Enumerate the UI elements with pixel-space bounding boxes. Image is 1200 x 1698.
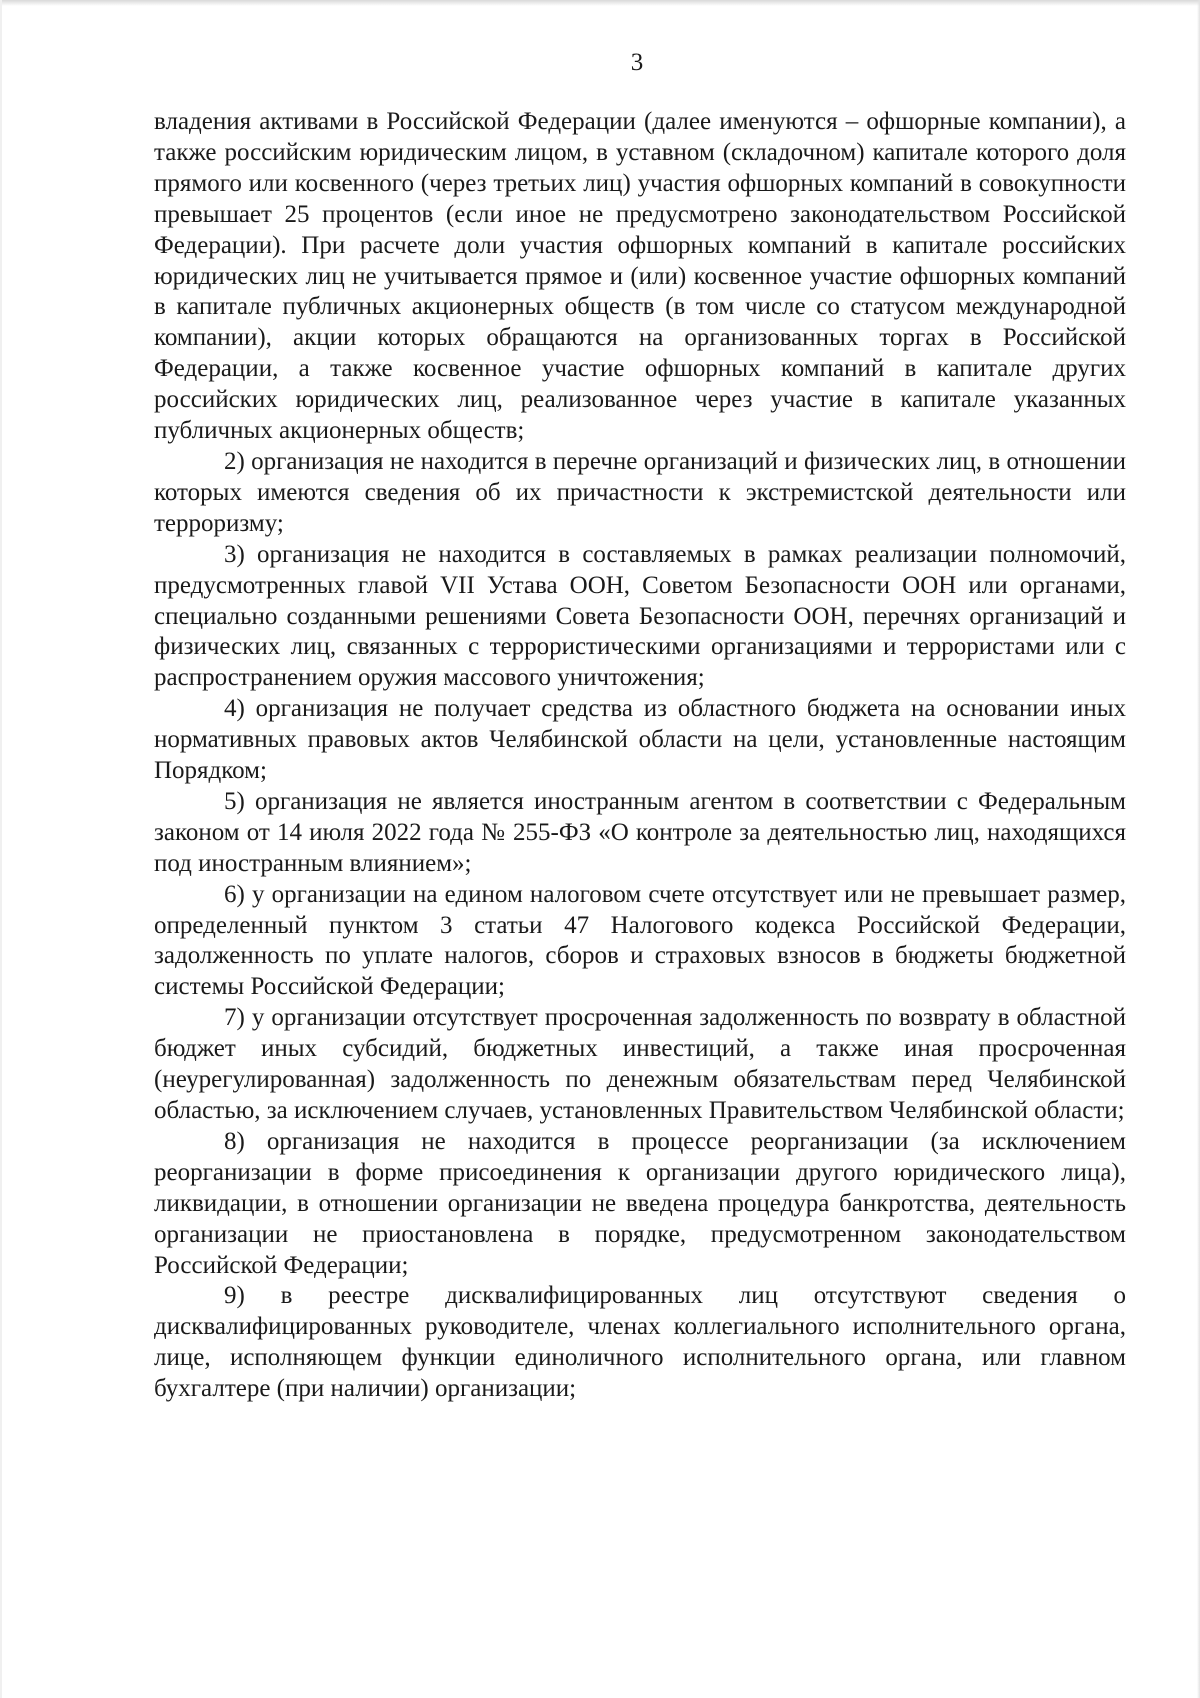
- paragraph-continuation: владения активами в Российской Федерации (далее именуются – офшорные компании), а также российским юридическим лицом, в уставном (складочном) капитале которого доля прямого или косвенного (через третьих лиц) участия офшорных компаний в совокупности превышает 25 процентов (если иное не предусмотрено законодательством Российской Федерации). При расчете доли участия офшорных компаний в капитале российских юридических лиц не учитывается прямое и (или) косвенное участие офшорных компаний в капитале публичных акционерных обществ (в том числе со статусом международной компании), акции которых обращаются на организованных торгах в Российской Федерации, а также косвенное участие офшорных компаний в капитале других российских юридических лиц, реализованное через участие в капитале указанных публичных акционерных обществ;: [154, 108, 1126, 445]
- page-number: 3: [630, 49, 644, 76]
- paragraph-item-6: 6) у организации на едином налоговом счете отсутствует или не превышает размер, определенный пунктом 3 статьи 47 Налогового кодекса Российской Федерации, задолженность по уплате налогов, сборов и страховых взносов в бюджеты бюджетной системы Российской Федерации;: [154, 880, 1126, 1001]
- scan-edge-top: [0, 0, 1200, 6]
- paragraph-item-2: 2) организация не находится в перечне организаций и физических лиц, в отношении которых имеются сведения об их причастности к экстремистской деятельности или терроризму;: [154, 447, 1126, 537]
- paragraph-item-5: 5) организация не является иностранным агентом в соответствии с Федеральным законом от 14 июля 2022 года № 255-ФЗ «О контроле за деятельностью лиц, находящихся под иностранным влиянием»;: [154, 787, 1126, 877]
- paragraph-item-3: 3) организация не находится в составляемых в рамках реализации полномочий, предусмотренных главой VII Устава ООН, Советом Безопасности ООН или органами, специально созданными решениями Совета Безопасности ООН, перечнях организаций и физических лиц, связанных с террористическими организациями и террористами или с распространением оружия массового уничтожения;: [154, 540, 1126, 692]
- paragraph-item-7: 7) у организации отсутствует просроченная задолженность по возврату в областной бюджет иных субсидий, бюджетных инвестиций, а также иная просроченная (неурегулированная) задолженность по денежным обязательствам перед Челябинской областью, за исключением случаев, установленных Правительством Челябинской области;: [154, 1004, 1126, 1124]
- document-body: [154, 107, 1126, 1405]
- paragraph-item-8: 8) организация не находится в процессе реорганизации (за исключением реорганизации в форме присоединения к организации другого юридического лица), ликвидации, в отношении организации не введена процедура банкротства, деятельность организации не приостановлена в порядке, предусмотренном законодательством Российской Федерации;: [154, 1127, 1126, 1279]
- paragraph-item-4: 4) организация не получает средства из областного бюджета на основании иных нормативных правовых актов Челябинской области на цели, установленные настоящим Порядком;: [154, 695, 1126, 785]
- scan-edge-left: [0, 0, 2, 1698]
- paragraph-item-9: 9) в реестре дисквалифицированных лиц отсутствуют сведения о дисквалифицированных руководителе, членах коллегиального исполнительного органа, лице, исполняющем функции единоличного исполнительного органа, или главном бухгалтере (при наличии) организации;: [154, 1282, 1126, 1403]
